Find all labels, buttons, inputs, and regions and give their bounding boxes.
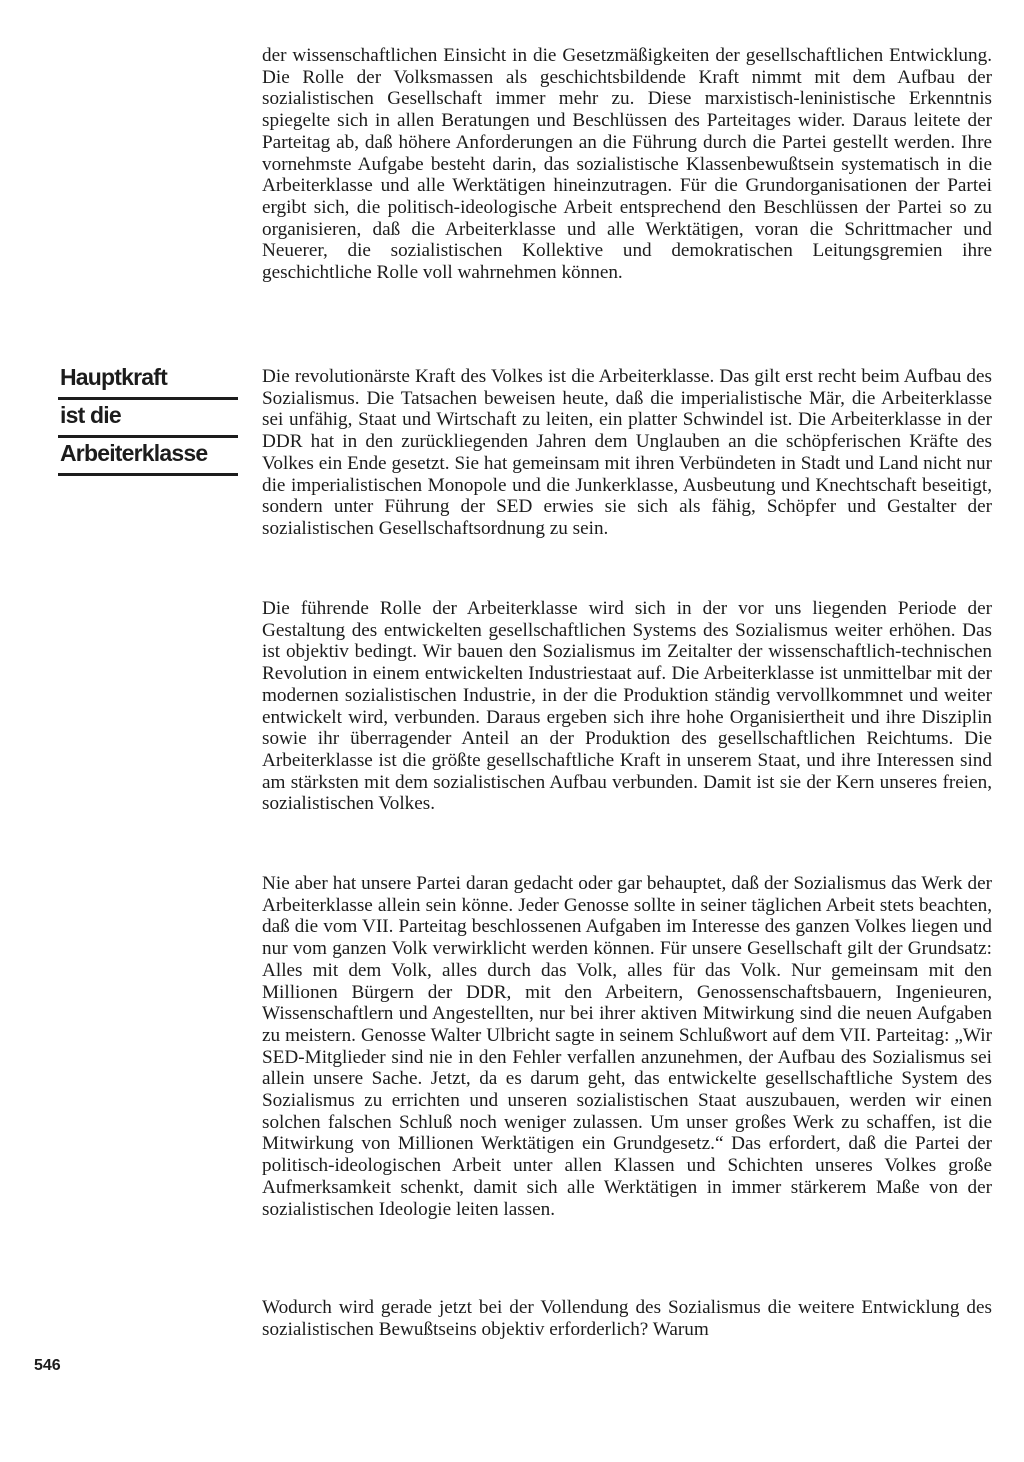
body-paragraph — [262, 873, 992, 1233]
margin-heading — [58, 362, 236, 476]
margin-heading-line: ist die — [58, 400, 238, 438]
body-paragraph — [262, 1297, 992, 1353]
paragraph-text: der wissenschaftlichen Einsicht in die Gesetzmäßigkeiten der gesellschaftlichen Entwicklung. Die Rolle der Volksmassen als geschichtsbildende Kraft nimmt mit dem Aufbau der sozialistischen Gesellschaft immer mehr zu. Diese marxistisch-leninistische Erkenntnis spiegelte sich in allen Beratungen und Beschlüssen des Parteitages wider. Daraus leitete der Parteitag ab, daß höhere Anforderungen an die Führung durch die Partei gestellt werden. Ihre vornehmste Aufgabe besteht darin, das sozialistische Klassenbewußtsein systematisch in die Arbeiterklasse und alle Werktätigen hineinzutragen. Für die Grundorganisationen der Partei ergibt sich, die politisch-ideologische Arbeit entsprechend den Beschlüssen der Partei so zu organisieren, daß die Arbeiterklasse und alle Werktätigen, voran die Schrittmacher und Neuerer, die sozialistischen Kollektive und demokratischen Leitungsgremien ihre geschichtliche Rolle voll wahrnehmen können. — [262, 45, 992, 284]
page-number: 546 — [34, 1357, 61, 1374]
paragraph-text: Die führende Rolle der Arbeiterklasse wird sich in der vor uns liegenden Periode der Gestaltung des entwickelten gesellschaftlichen Systems des Sozialismus weiter erhöhen. Das ist objektiv bedingt. Wir bauen den Sozialismus im Zeitalter der wissenschaftlich-technischen Revolution in einem entwickelten Industriestaat auf. Die Arbeiterklasse ist unmittelbar mit der modernen sozialistischen Industrie, in der die Produktion ständig vervollkommnet und weiter entwickelt wird, verbunden. Daraus ergeben sich ihre hohe Organisiertheit und ihre Disziplin sowie ihr überragender Anteil an der Produktion des gesellschaftlichen Reichtums. Die Arbeiterklasse ist die größte gesellschaftliche Kraft in unserem Staat, und ihre Interessen sind am stärksten mit dem sozialistischen Aufbau verbunden. Damit ist sie der Kern unseres freien, sozialistischen Volkes. — [262, 598, 992, 815]
paragraph-text: Wodurch wird gerade jetzt bei der Vollendung des Sozialismus die weitere Entwicklung des sozialistischen Bewußtseins objektiv erforderlich? Warum — [262, 1297, 992, 1340]
paragraph-text: Nie aber hat unsere Partei daran gedacht oder gar behauptet, daß der Sozialismus das Werk der Arbeiterklasse allein sein könne. Jeder Genosse sollte in seiner täglichen Arbeit stets beachten, daß die vom VII. Parteitag beschlossenen Aufgaben im Interesse des ganzen Volkes liegen und nur vom ganzen Volk verwirklicht werden können. Für unsere Gesellschaft gilt der Grundsatz: Alles mit dem Volk, alles durch das Volk, alles für das Volk. Nur gemeinsam mit den Millionen Bürgern der DDR, mit den Arbeitern, Genossenschaftsbauern, Ingenieuren, Wissenschaftlern und Angestellten, nur bei ihrer aktiven Mitwirkung sind die neuen Aufgaben zu meistern. Genosse Walter Ulbricht sagte in seinem Schlußwort auf dem VII. Parteitag: „Wir SED-Mitglieder sind nie in den Fehler verfallen anzunehmen, der Aufbau des Sozialismus sei allein unsere Sache. Jetzt, da es darum geht, das entwickelte gesellschaftliche System des Sozialismus zu errichten und unseren sozialistischen Staat auszubauen, werden wir einen solchen falschen Schluß noch weniger zulassen. Um unser großes Werk zu schaffen, ist die Mitwirkung von Millionen Werktätigen ein Grundgesetz.“ Das erfordert, daß die Partei der politisch-ideologischen Arbeit unter allen Klassen und Schichten unseres Volkes große Aufmerksamkeit schenkt, damit sich alle Werktätigen in immer stärkerem Maße von der sozialistischen Ideologie leiten lassen. — [262, 873, 992, 1220]
margin-heading-line: Hauptkraft — [58, 362, 238, 400]
body-paragraph — [262, 598, 992, 828]
margin-heading-line: Arbeiterklasse — [58, 438, 238, 476]
body-paragraph — [262, 366, 992, 553]
body-paragraph — [262, 45, 992, 297]
paragraph-text: Die revolutionärste Kraft des Volkes ist die Arbeiterklasse. Das gilt erst recht beim Aufbau des Sozialismus. Die Tatsachen beweisen heute, daß die imperialistische Mär, die Arbeiterklasse sei unfähig, Staat und Wirtschaft zu leiten, ein platter Schwindel ist. Die Arbeiterklasse in der DDR hat in den zurückliegenden Jahren dem Unglauben an die schöpferischen Kräfte des Volkes ein Ende gesetzt. Sie hat gemeinsam mit ihren Verbündeten in Stadt und Land nicht nur die imperialistischen Monopole und die Junkerklasse, Ausbeutung und Knechtschaft beseitigt, sondern unter Führung der SED erwies sie sich als fähig, Schöpfer und Gestalter der sozialistischen Gesellschaftsordnung zu sein. — [262, 366, 992, 539]
